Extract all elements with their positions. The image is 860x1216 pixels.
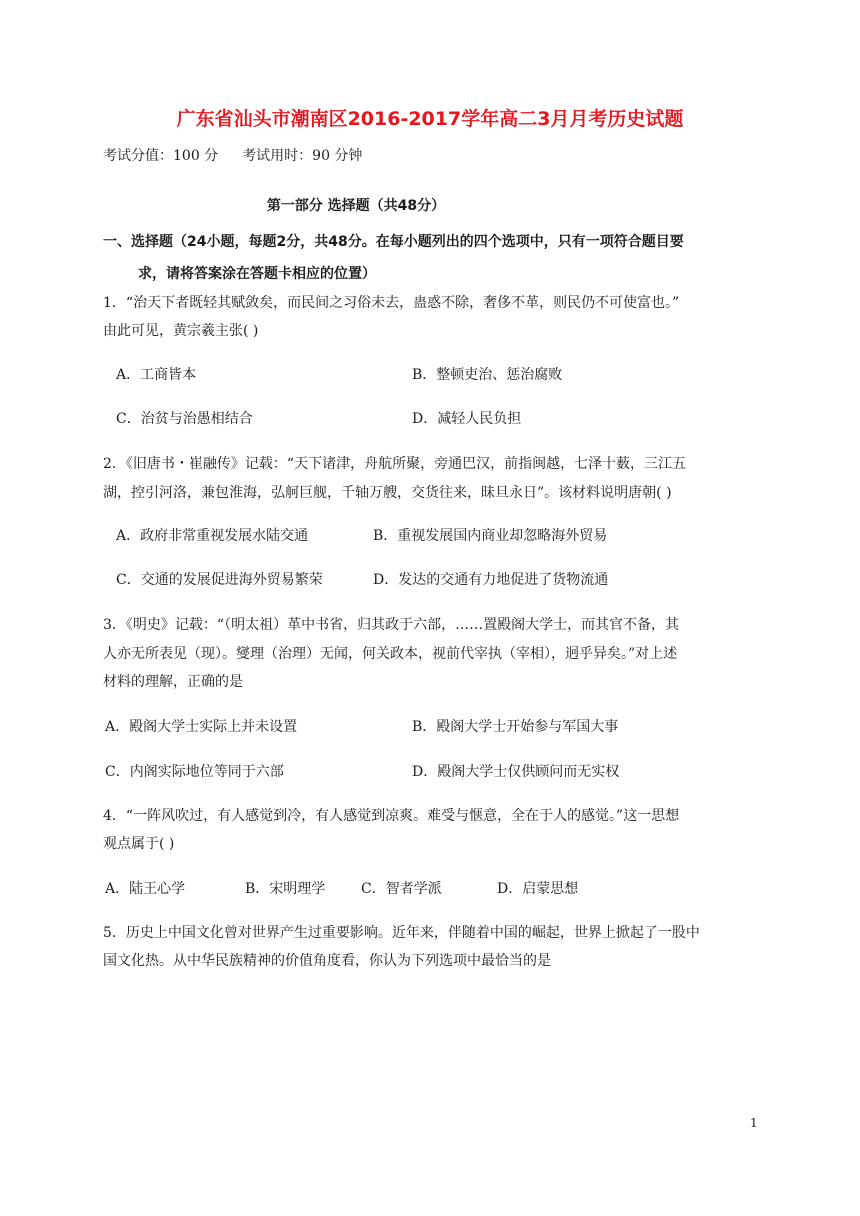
question-1-line-1: 1．“治天下者既轻其赋敛矣，而民间之习俗未去，蛊惑不除，奢侈不革，则民仍不可使富也。”: [103, 295, 680, 311]
question-3-option-c: C．内阁实际地位等同于六部: [105, 764, 284, 780]
question-3-line-2: 人亦无所表见（现）。燮理（治理）无闻，何关政本，视前代宰执（宰相），迥乎异矣。”对上述: [103, 646, 678, 662]
question-4-line-1: 4．“一阵风吹过，有人感觉到冷，有人感觉到凉爽。难受与惬意，全在于人的感觉。”这一思想: [103, 808, 680, 824]
exam-score: 考试分值：100 分: [103, 148, 219, 164]
question-3-option-a: A．殿阁大学士实际上并未设置: [105, 719, 298, 735]
question-1-option-c: C．治贫与治愚相结合: [116, 411, 253, 427]
question-3-option-d: D．殿阁大学士仅供顾问而无实权: [412, 764, 620, 780]
question-2-option-d: D．发达的交通有力地促进了货物流通: [373, 572, 609, 588]
question-2-option-a: A．政府非常重视发展水陆交通: [116, 528, 309, 544]
question-1-option-a: A．工商皆本: [116, 367, 197, 383]
question-1-line-2: 由此可见，黄宗羲主张( ): [103, 323, 259, 339]
question-3-line-3: 材料的理解，正确的是: [103, 674, 243, 690]
exam-meta: [103, 145, 362, 165]
question-3-option-b: B．殿阁大学士开始参与军国大事: [412, 719, 619, 735]
question-4-option-a: A．陆王心学: [105, 881, 186, 897]
question-4-option-c: C．智者学派: [361, 881, 442, 897]
question-4-option-d: D．启蒙思想: [497, 881, 579, 897]
question-2-option-b: B．重视发展国内商业却忽略海外贸易: [373, 528, 608, 544]
question-4-option-b: B．宋明理学: [245, 881, 326, 897]
question-1-option-b: B．整顿吏治、惩治腐败: [412, 367, 563, 383]
question-3-line-1: 3．《明史》记载：“（明太祖）革中书省，归其政于六部，……置殿阁大学士，而其官不备，其: [103, 617, 680, 633]
question-2-option-c: C．交通的发展促进海外贸易繁荣: [116, 572, 323, 588]
section-title: 第一部分 选择题（共48分）: [266, 198, 446, 214]
question-5-line-1: 5．历史上中国文化曾对世界产生过重要影响。近年来，伴随着中国的崛起，世界上掀起了一股中: [103, 925, 700, 941]
question-2-line-2: 湖，控引河洛，兼包淮海，弘舸巨舰，千轴万艘，交货往来，昧旦永日”。该材料说明唐朝( ): [103, 485, 672, 501]
instructions-line2: 求，请将答案涂在答题卡相应的位置）: [138, 266, 376, 282]
question-5-line-2: 国文化热。从中华民族精神的价值角度看，你认为下列选项中最恰当的是: [103, 953, 551, 969]
page-number: 1: [750, 1116, 758, 1130]
question-1-option-d: D．减轻人民负担: [412, 411, 522, 427]
exam-time: 考试用时：90 分钟: [242, 148, 363, 164]
question-2-line-1: 2．《旧唐书・崔融传》记载：“天下诸津，舟航所聚，旁通巴汉，前指闽越，七泽十薮，三江五: [103, 456, 687, 472]
page-title: 广东省汕头市潮南区2016-2017学年高二3月月考历史试题: [176, 108, 684, 130]
instructions-line1: 一、选择题（24小题，每题2分，共48分。在每小题列出的四个选项中，只有一项符合题目要: [103, 234, 684, 250]
question-4-line-2: 观点属于( ): [103, 836, 175, 852]
